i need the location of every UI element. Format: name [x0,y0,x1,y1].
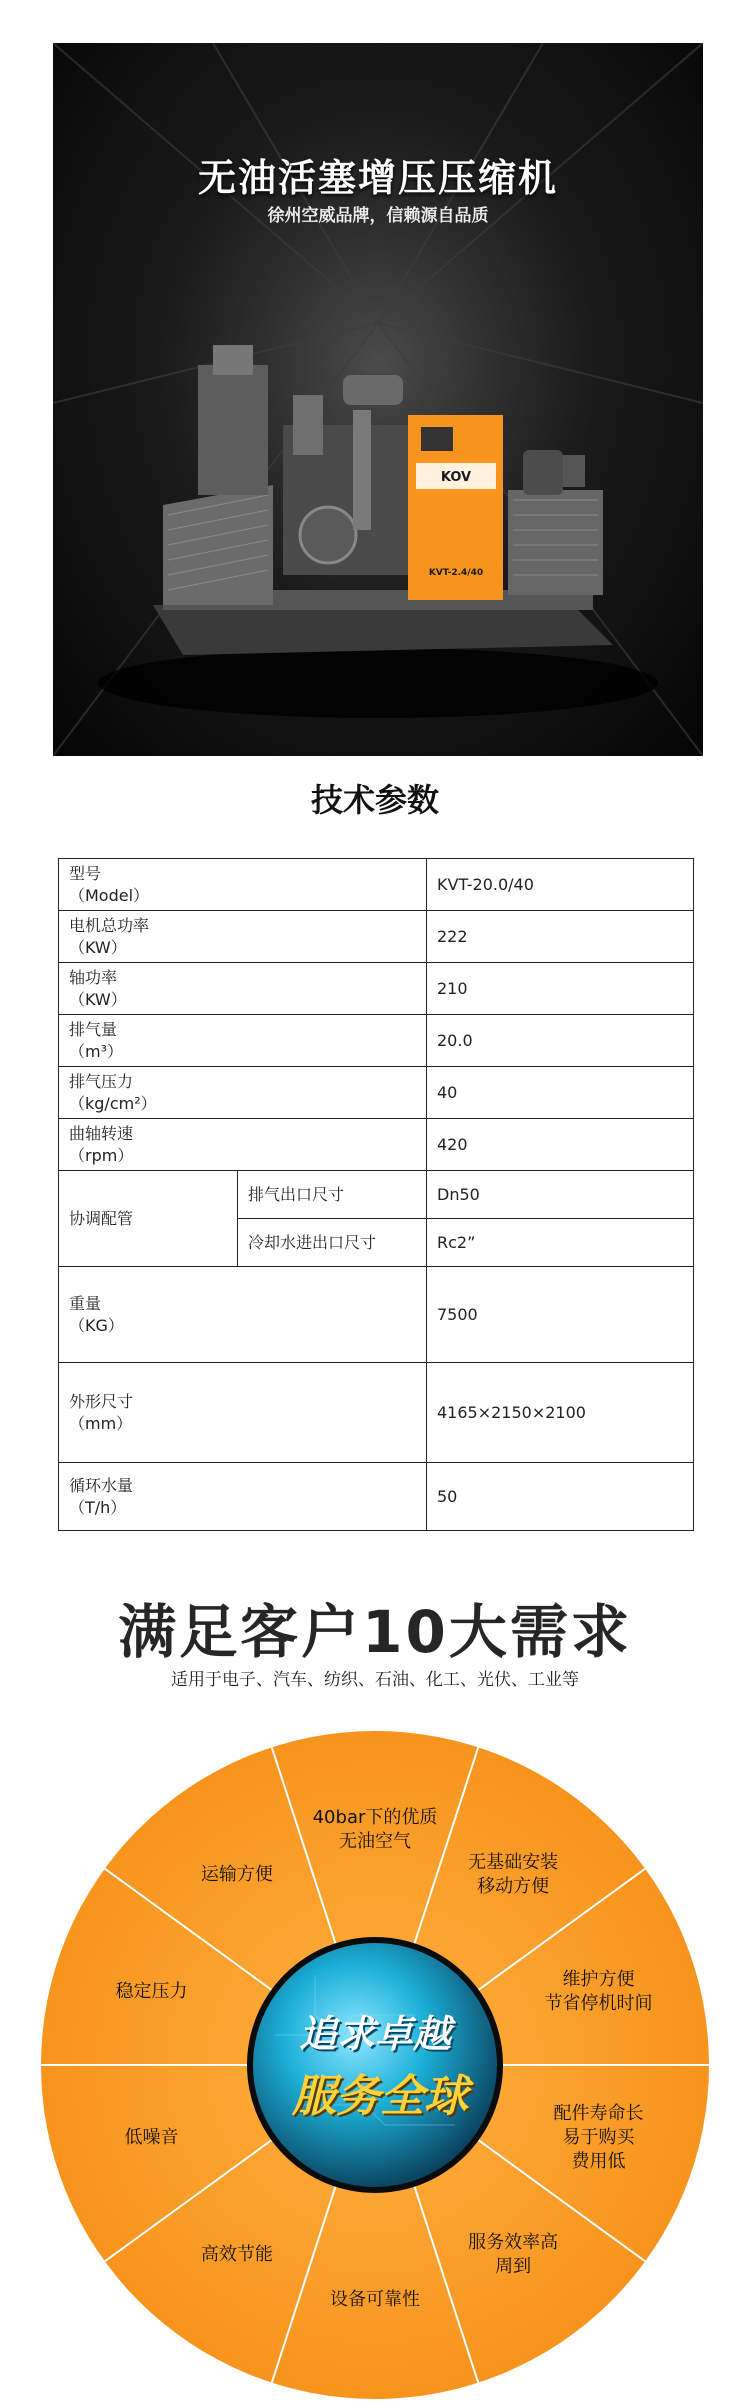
spec-unit: （KG） [69,1315,124,1335]
spec-unit: （rpm） [69,1145,134,1165]
spec-label: 型号 [69,863,102,883]
spec-label: 排气压力 [69,1071,134,1091]
spec-value: 50 [427,1463,694,1531]
hero-title: 无油活塞增压压缩机 [197,156,558,200]
spec-label: 轴功率 [69,967,118,987]
spec-value: 222 [427,911,694,963]
spec-section-title: 技术参数 [310,781,439,819]
spec-piping-label: 协调配管 [59,1171,238,1267]
needs-item-label: 无基础安装 移动方便 [468,1851,559,1897]
spec-label-cell [59,911,427,963]
spec-row [59,1015,694,1067]
spec-label-cell [59,1015,427,1067]
needs-item-label: 40bar下的优质 无油空气 [312,1807,438,1852]
needs-item-label: 服务效率高 周到 [468,2232,559,2278]
slogan-pursue-excellence: 追求卓越 [298,2012,451,2056]
spec-label-cell [59,859,427,911]
machine-model-plate: KVT-2.4/40 [428,568,484,578]
spec-value: 210 [427,963,694,1015]
spec-label-cell [59,1463,427,1531]
needs-item-label: 设备可靠性 [330,2289,420,2310]
spec-unit: （kg/cm²） [69,1093,157,1113]
hero-subtitle: 徐州空威品牌，信赖源自品质 [267,206,489,226]
spec-row-piping [59,1171,694,1219]
spec-value: 420 [427,1119,694,1171]
spec-row [59,1463,694,1531]
spec-piping-item-value: Rc2” [427,1219,694,1267]
spec-unit: （KW） [69,937,127,957]
slogan-serve-globally: 服务全球 [292,2071,468,2122]
needs-item-label: 维护方便 节省停机时间 [544,1969,653,2015]
spec-unit: （mm） [69,1413,133,1433]
needs-subtitle: 适用于电子、汽车、纺织、石油、化工、光伏、工业等 [171,1670,579,1690]
needs-item-label: 稳定压力 [115,1981,188,2003]
needs-item-label: 配件寿命长 易于购买 费用低 [553,2102,644,2172]
spec-row [59,963,694,1015]
spec-value: 4165×2150×2100 [427,1363,694,1463]
spec-unit: （m³） [69,1041,124,1061]
spec-label-cell [59,963,427,1015]
spec-label: 排气量 [69,1019,118,1039]
spec-value: 40 [427,1067,694,1119]
spec-label: 重量 [69,1293,102,1313]
spec-value: KVT-20.0/40 [427,859,694,911]
spec-piping-item-value: Dn50 [427,1171,694,1219]
spec-label-cell [59,1067,427,1119]
spec-row [59,1067,694,1119]
spec-unit: （T/h） [69,1497,127,1517]
spec-label: 电机总功率 [69,915,150,935]
compressor-machine-image [153,305,613,685]
spec-label: 外形尺寸 [69,1391,134,1411]
spec-label-cell [59,1119,427,1171]
spec-label: 曲轴转速 [69,1123,134,1143]
spec-unit: （Model） [69,885,150,905]
spec-label-cell [59,1363,427,1463]
spec-unit: （KW） [69,989,127,1009]
spec-row [59,911,694,963]
spec-row [59,1363,694,1463]
spec-row [59,1267,694,1363]
machine-logo: KOV [440,470,472,485]
hero-banner [53,43,703,756]
spec-piping-item-label: 排气出口尺寸 [238,1171,427,1219]
spec-piping-item-label: 冷却水进出口尺寸 [238,1219,427,1267]
spec-row [59,1119,694,1171]
spec-row [59,859,694,911]
spec-value: 20.0 [427,1015,694,1067]
needs-item-label: 低噪音 [124,2126,179,2148]
needs-item-label: 高效节能 [200,2244,273,2266]
needs-title: 满足客户10大需求 [118,1598,632,1666]
spec-label: 循环水量 [69,1475,134,1495]
spec-value: 7500 [427,1267,694,1363]
spec-table [58,858,694,1531]
needs-item-label: 运输方便 [200,1863,273,1885]
spec-label-cell [59,1267,427,1363]
